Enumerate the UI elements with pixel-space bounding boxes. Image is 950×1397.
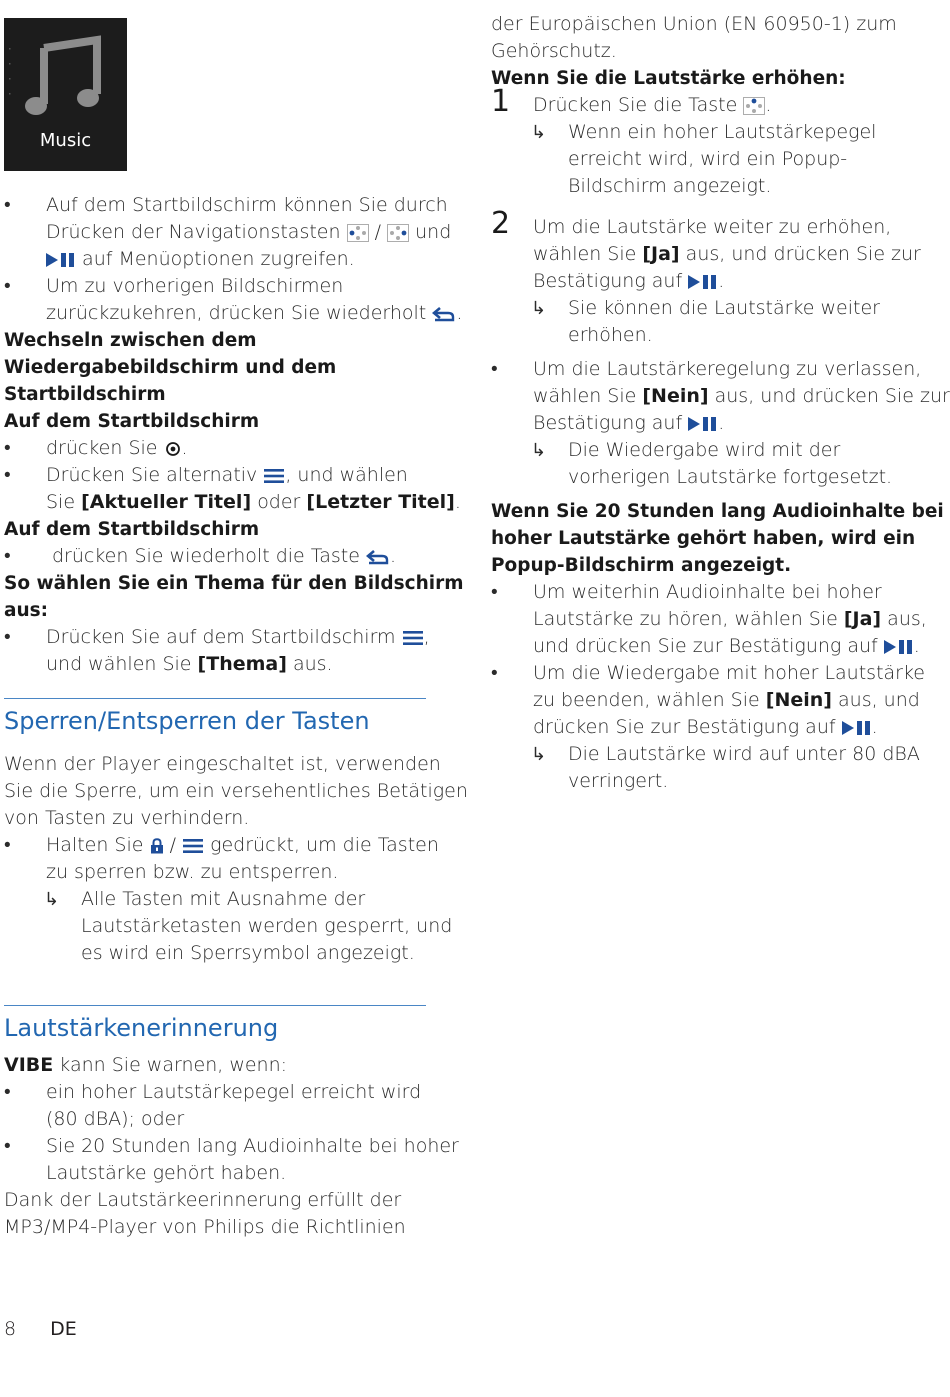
text-line: Um die Lautstärke weiter zu erhöhen, bbox=[533, 216, 892, 238]
nav-bullet-1 bbox=[4, 192, 452, 273]
text-line: Um zu vorherigen Bildschirmen bbox=[46, 275, 344, 297]
option-current-track: [Aktueller Titel] bbox=[81, 491, 252, 513]
step-1-result bbox=[491, 119, 921, 200]
volume-outro bbox=[4, 1187, 426, 1241]
step-2 bbox=[491, 206, 921, 295]
text-line: Dank der Lautstärkeerinnerung erfüllt der bbox=[4, 1189, 402, 1211]
text-line: Sie 20 Stunden lang Audioinhalte bei hoher bbox=[46, 1135, 459, 1157]
text-line: Die Lautstärke wird auf unter 80 dBA bbox=[568, 743, 920, 765]
text: Bestätigung auf bbox=[533, 270, 683, 292]
options-menu-icon bbox=[182, 838, 204, 854]
heading-line: Wechseln zwischen dem bbox=[4, 330, 257, 351]
bullet: • bbox=[4, 834, 11, 856]
twenty-bullet-1 bbox=[491, 579, 927, 660]
text-line: Lautstärke gehört haben. bbox=[46, 1162, 287, 1184]
bullet: • bbox=[4, 626, 11, 648]
back-icon bbox=[366, 549, 390, 565]
theme-heading bbox=[4, 570, 464, 624]
text-line: Um die Lautstärkeregelung zu verlassen, bbox=[533, 358, 922, 380]
text-line: Um die Wiedergabe mit hoher Lautstärke bbox=[533, 662, 925, 684]
text: . bbox=[718, 270, 725, 292]
bullet: • bbox=[4, 1081, 11, 1103]
home1-heading: Auf dem Startbildschirm bbox=[4, 411, 260, 432]
text-line: Wenn ein hoher Lautstärkepegel bbox=[568, 121, 877, 143]
separator: / bbox=[169, 834, 176, 856]
text-line: Um weiterhin Audioinhalte bei hoher bbox=[533, 581, 882, 603]
play-pause-icon bbox=[884, 639, 914, 655]
text-line: zu sperren bzw. zu entsperren. bbox=[46, 861, 339, 883]
lock-section-title: Sperren/Entsperren der Tasten bbox=[4, 707, 370, 735]
raise-heading: Wenn Sie die Lautstärke erhöhen: bbox=[491, 68, 846, 89]
heading-line: hoher Lautstärke gehört haben, wird ein bbox=[491, 528, 916, 549]
text: und drücken Sie zur Bestätigung auf bbox=[533, 635, 878, 657]
text: , und wählen bbox=[285, 464, 408, 486]
navigation-keys-icon bbox=[347, 224, 369, 242]
option-last-track: [Letzter Titel] bbox=[306, 491, 455, 513]
home2-bullet-1 bbox=[4, 543, 426, 570]
bullet: • bbox=[4, 464, 11, 486]
text: aus. bbox=[292, 653, 333, 675]
text-line: erhöhen. bbox=[568, 324, 653, 346]
volume-section bbox=[4, 1005, 459, 1241]
text: Lautstärke zu hören, wählen Sie bbox=[533, 608, 838, 630]
text: drücken Sie wiederholt die Taste bbox=[52, 545, 360, 567]
text: und wählen Sie bbox=[46, 653, 192, 675]
play-pause-icon bbox=[46, 252, 76, 268]
options-menu-icon bbox=[263, 468, 285, 484]
text: kann Sie warnen, wenn: bbox=[59, 1054, 288, 1076]
text: drücken Sie bbox=[46, 437, 158, 459]
text-line: Sie die Sperre, um ein versehentliches Betätigen bbox=[4, 780, 468, 802]
text-line: es wird ein Sperrsymbol angezeigt. bbox=[81, 942, 415, 964]
music-tile bbox=[4, 18, 127, 171]
step-number: 2 bbox=[491, 206, 511, 241]
text-line: Wenn der Player eingeschaltet ist, verwenden bbox=[4, 753, 441, 775]
text-line: ein hoher Lautstärkepegel erreicht wird bbox=[46, 1081, 422, 1103]
result-arrow-icon: ↳ bbox=[531, 744, 547, 765]
bullet: • bbox=[4, 545, 11, 567]
twenty-result bbox=[491, 741, 921, 795]
text: oder bbox=[257, 491, 301, 513]
text-line: Lautstärketasten werden gesperrt, und bbox=[81, 915, 453, 937]
heading-line: Wenn Sie 20 Stunden lang Audioinhalte bei bbox=[491, 501, 944, 522]
left-column bbox=[4, 192, 468, 1241]
twenty-bullet-2 bbox=[491, 660, 925, 741]
bullet: • bbox=[4, 1135, 11, 1157]
text: . bbox=[389, 545, 396, 567]
text: . bbox=[718, 412, 725, 434]
text: wählen Sie bbox=[533, 243, 637, 265]
lock-result bbox=[4, 886, 453, 967]
text: aus, und drücken Sie zur bbox=[714, 385, 950, 407]
lock-section bbox=[4, 698, 468, 967]
heading-line: Popup-Bildschirm angezeigt. bbox=[491, 555, 792, 576]
navigation-keys-icon bbox=[743, 97, 765, 115]
bullet: • bbox=[4, 275, 11, 297]
volume-intro bbox=[4, 1052, 426, 1079]
exit-result bbox=[491, 437, 921, 491]
text-line: Drücken der Navigationstasten bbox=[46, 221, 341, 243]
result-arrow-icon: ↳ bbox=[531, 122, 547, 143]
text-line: (80 dBA); oder bbox=[46, 1108, 185, 1130]
text-line: Bildschirm angezeigt. bbox=[568, 175, 772, 197]
text: auf Menüoptionen zugreifen. bbox=[82, 248, 355, 270]
play-pause-icon bbox=[688, 274, 718, 290]
step-2-result bbox=[491, 295, 921, 349]
text-line: erreicht wird, wird ein Popup- bbox=[568, 148, 848, 170]
home2-heading: Auf dem Startbildschirm bbox=[4, 519, 260, 540]
heading-line: aus: bbox=[4, 600, 49, 621]
option-yes: [Ja] bbox=[843, 608, 882, 630]
bullet: • bbox=[491, 581, 498, 603]
text: Drücken Sie die Taste bbox=[533, 94, 738, 116]
music-note-icon bbox=[4, 18, 127, 118]
text: aus, und drücken Sie zur bbox=[685, 243, 921, 265]
bullet: • bbox=[4, 194, 11, 216]
step-1 bbox=[491, 84, 921, 119]
language-code: DE bbox=[50, 1318, 77, 1340]
text-line: Alle Tasten mit Ausnahme der bbox=[81, 888, 366, 910]
heading-line: Wiedergabebildschirm und dem bbox=[4, 357, 337, 378]
volume-bullet-2 bbox=[4, 1133, 459, 1187]
text: . bbox=[456, 302, 463, 324]
text-line: verringert. bbox=[568, 770, 669, 792]
home1-bullet-1 bbox=[4, 435, 426, 462]
result-arrow-icon: ↳ bbox=[531, 298, 547, 319]
text: . bbox=[181, 437, 188, 459]
nav-bullet-2 bbox=[4, 273, 463, 327]
home-icon bbox=[164, 441, 182, 457]
text: aus, und bbox=[838, 689, 920, 711]
text: , bbox=[423, 626, 430, 648]
brand-name: VIBE bbox=[4, 1054, 54, 1076]
text: . bbox=[871, 716, 878, 738]
text: drücken Sie zur Bestätigung auf bbox=[533, 716, 836, 738]
theme-bullet-1 bbox=[4, 624, 430, 678]
volume-bullet-1 bbox=[4, 1079, 426, 1133]
bullet: • bbox=[4, 437, 11, 459]
text: gedrückt, um die Tasten bbox=[210, 834, 439, 856]
continued-text bbox=[491, 11, 921, 65]
option-no: [Nein] bbox=[642, 385, 709, 407]
text: zurückzukehren, drücken Sie wiederholt bbox=[46, 302, 427, 324]
text: Bestätigung auf bbox=[533, 412, 683, 434]
option-yes: [Ja] bbox=[642, 243, 680, 265]
heading-line: Startbildschirm bbox=[4, 384, 166, 405]
play-pause-icon bbox=[842, 720, 872, 736]
exit-bullet bbox=[491, 356, 950, 437]
result-arrow-icon: ↳ bbox=[531, 440, 547, 461]
text: . bbox=[454, 491, 461, 513]
text-line: Gehörschutz. bbox=[491, 40, 617, 62]
result-arrow-icon: ↳ bbox=[44, 889, 60, 910]
text: wählen Sie bbox=[533, 385, 637, 407]
lock-icon bbox=[150, 838, 164, 854]
lock-bullet-1 bbox=[4, 832, 439, 886]
text: Drücken Sie alternativ bbox=[46, 464, 258, 486]
play-pause-icon bbox=[688, 416, 718, 432]
text: . bbox=[765, 94, 772, 116]
text: zu beenden, wählen Sie bbox=[533, 689, 760, 711]
text: Halten Sie bbox=[46, 834, 144, 856]
text-line: Die Wiedergabe wird mit der bbox=[568, 439, 841, 461]
text: und bbox=[415, 221, 452, 243]
text: Sie bbox=[46, 491, 76, 513]
text-line: MP3/MP4-Player von Philips die Richtlinien bbox=[4, 1216, 406, 1238]
switch-heading bbox=[4, 327, 426, 408]
bullet: • bbox=[491, 662, 498, 684]
volume-section-title: Lautstärkenerinnerung bbox=[4, 1014, 279, 1042]
twenty-hours-heading bbox=[491, 498, 944, 579]
lock-intro bbox=[4, 751, 468, 832]
option-no: [Nein] bbox=[765, 689, 832, 711]
text-line: von Tasten zu verhindern. bbox=[4, 807, 250, 829]
back-icon bbox=[432, 306, 456, 322]
option-theme: [Thema] bbox=[197, 653, 287, 675]
heading-line: So wählen Sie ein Thema für den Bildschirm bbox=[4, 573, 464, 594]
page-footer bbox=[4, 1318, 77, 1340]
text: . bbox=[913, 635, 920, 657]
music-tile-label: Music bbox=[39, 130, 92, 151]
separator: / bbox=[374, 221, 382, 243]
text: aus, bbox=[887, 608, 927, 630]
text-line: der Europäischen Union (EN 60950-1) zum bbox=[491, 13, 897, 35]
text-line: vorherigen Lautstärke fortgesetzt. bbox=[568, 466, 893, 488]
text-line: Auf dem Startbildschirm können Sie durch bbox=[46, 194, 448, 216]
navigation-keys-icon bbox=[387, 224, 409, 242]
bullet: • bbox=[491, 358, 498, 380]
text: Drücken Sie auf dem Startbildschirm bbox=[46, 626, 396, 648]
text-line: Sie können die Lautstärke weiter bbox=[568, 297, 880, 319]
home1-bullet-2 bbox=[4, 462, 461, 516]
options-menu-icon bbox=[402, 630, 424, 646]
page-number: 8 bbox=[4, 1318, 17, 1340]
step-number: 1 bbox=[491, 84, 511, 119]
right-column bbox=[491, 11, 950, 795]
